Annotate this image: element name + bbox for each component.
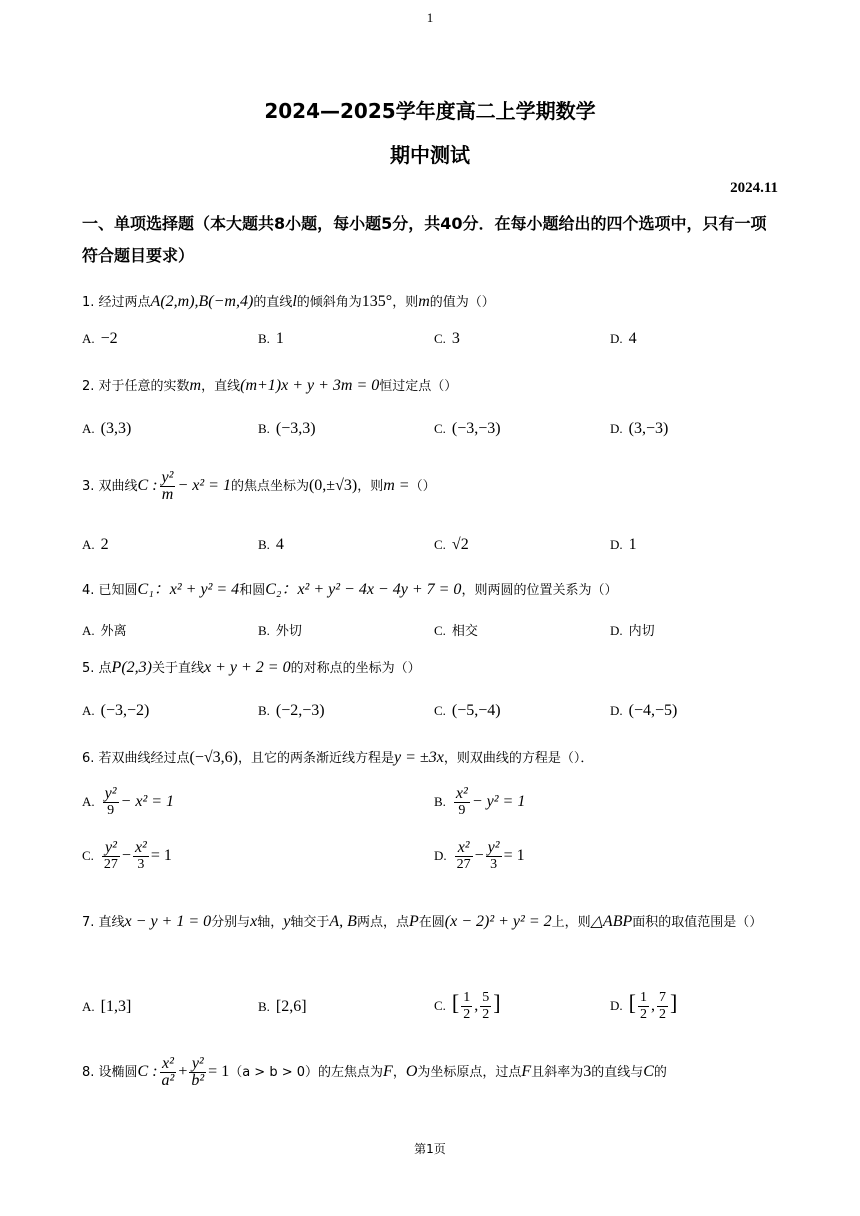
q6-point: (−√3,6) bbox=[189, 749, 239, 766]
q3-option-c: C. √2 bbox=[434, 536, 469, 553]
q5-option-d: D. (−4,−5) bbox=[610, 702, 678, 719]
q7-option-a: A. [1,3] bbox=[82, 998, 132, 1015]
question-4 bbox=[82, 576, 782, 605]
q1-var-m: m bbox=[418, 293, 430, 310]
q4-option-a: A. 外离 bbox=[82, 623, 127, 639]
question-2 bbox=[82, 372, 782, 401]
q5-text-3: 的对称点的坐标为（） bbox=[290, 661, 421, 676]
q1-line-l: l bbox=[292, 293, 297, 310]
q4-option-c: C. 相交 bbox=[434, 623, 478, 639]
q2-text: 2. 对于任意的实数 bbox=[82, 379, 190, 394]
q6-options-row1 bbox=[82, 786, 782, 822]
q3-ask: m = bbox=[383, 477, 410, 494]
page-footer: 第1页 bbox=[414, 1142, 446, 1156]
q5-option-b: B. (−2,−3) bbox=[258, 702, 325, 719]
q4-text: 4. 已知圆 bbox=[82, 583, 138, 598]
q6-text: 6. 若双曲线经过点 bbox=[82, 751, 190, 766]
q4-text-3: ，则两圆的位置关系为（） bbox=[461, 583, 618, 598]
q1-text: 1. 经过两点 bbox=[82, 295, 151, 310]
q5-text-2: 关于直线 bbox=[151, 661, 204, 676]
page-number-top: 1 bbox=[426, 10, 434, 25]
q1-text-2: 的直线 bbox=[253, 295, 293, 310]
q3-eq-tail: − x² = 1 bbox=[177, 477, 231, 494]
question-6 bbox=[82, 744, 782, 773]
q6-option-b: B. $\frac{\text{x²}}{9}$ − y² = 1 bbox=[434, 785, 526, 818]
q5-text: 5. 点 bbox=[82, 661, 112, 676]
q6-text-3: ，则双曲线的方程是（）． bbox=[443, 751, 594, 766]
q2-option-b: B. (−3,3) bbox=[258, 420, 316, 437]
q4-option-b: B. 外切 bbox=[258, 623, 302, 639]
exam-subtitle: 期中测试 bbox=[390, 143, 470, 167]
q3-var-c: C : bbox=[137, 477, 158, 494]
q2-line-eq: (m+1)x + y + 3m = 0 bbox=[240, 377, 380, 394]
q3-text: 3. 双曲线 bbox=[82, 479, 138, 494]
q5-line-eq: x + y + 2 = 0 bbox=[204, 659, 291, 676]
q3-option-b: B. 4 bbox=[258, 536, 284, 553]
q1-text-4: ，则 bbox=[392, 295, 419, 310]
q1-text-3: 的倾斜角为 bbox=[296, 295, 362, 310]
section-heading: 一、单项选择题（本大题共8小题，每小题5分，共40分．在每小题给出的四个选项中，只有一项符合题目要求） bbox=[82, 214, 767, 265]
q3-focus: (0,±√3) bbox=[308, 477, 358, 494]
q3-option-a: A. 2 bbox=[82, 536, 109, 553]
q3-option-d: D. 1 bbox=[610, 536, 637, 553]
q5-option-c: C. (−5,−4) bbox=[434, 702, 501, 719]
q6-option-c: C. $\frac{\text{y²}}{27}$ − $\frac{\text{x²}}{3}$ = 1 bbox=[82, 839, 172, 872]
q7-option-d: D. [ $\frac{1}{2}$ , $\frac{7}{2}$ ] bbox=[610, 990, 678, 1022]
q1-option-b: B. 1 bbox=[258, 330, 284, 347]
q4-c2-eq: ：x² + y² − 4x − 4y + 7 = 0 bbox=[281, 581, 462, 598]
q4-c1-eq: ：x² + y² = 4 bbox=[153, 581, 240, 598]
q4-c1: C₁ bbox=[137, 581, 154, 598]
q6-text-2: ，且它的两条渐近线方程是 bbox=[238, 751, 395, 766]
q1-option-a: A. −2 bbox=[82, 330, 118, 347]
q6-option-d: D. $\frac{\text{x²}}{27}$ − $\frac{\text{y²}}{3}$ = 1 bbox=[434, 839, 525, 872]
exam-date: 2024.11 bbox=[730, 180, 778, 196]
q2-option-d: D. (3,−3) bbox=[610, 420, 669, 437]
q7-option-c: C. [ $\frac{1}{2}$ , $\frac{5}{2}$ ] bbox=[434, 990, 501, 1022]
q5-option-a: A. (−3,−2) bbox=[82, 702, 150, 719]
q3-text-3: ，则 bbox=[357, 479, 384, 494]
q7-options bbox=[82, 990, 782, 1030]
q4-text-2: 和圆 bbox=[239, 583, 266, 598]
q1-text-5: 的值为（） bbox=[429, 295, 495, 310]
q2-text-3: 恒过定点（） bbox=[379, 379, 458, 394]
q3-fraction: $\frac{\text{y²}}{m}$ bbox=[161, 469, 174, 503]
q6-options-row2 bbox=[82, 840, 782, 880]
q1-angle: 135° bbox=[361, 293, 393, 310]
question-5 bbox=[82, 654, 782, 683]
question-7: 7. 直线x − y + 1 = 0分别与x轴，y轴交于A, B两点，点P在圆(x − 2)² + y² = 2上，则△ABP面积的取值范围是（） bbox=[82, 913, 763, 930]
exam-title: 2024—2025学年度高二上学期数学 bbox=[264, 99, 596, 123]
q3-text-4: （） bbox=[409, 479, 436, 494]
q3-text-2: 的焦点坐标为 bbox=[230, 479, 309, 494]
q2-option-c: C. (−3,−3) bbox=[434, 420, 501, 437]
q7-option-b: B. [2,6] bbox=[258, 998, 307, 1015]
q1-option-c: C. 3 bbox=[434, 330, 460, 347]
question-8: 8. 设椭圆C : $\frac{\text{x²}}{\text{a²}}$ + $\frac{\text{y²}}{\text{b²}}$ = 1（a > b > 0）的左焦点为F，O为坐标原点，过点F且斜率为3的直线与C的 bbox=[82, 1055, 667, 1089]
q6-option-a: A. $\frac{\text{y²}}{9}$ − x² = 1 bbox=[82, 785, 175, 818]
q2-var-m: m bbox=[189, 377, 202, 394]
q1-points: A(2,m),B(−m,4) bbox=[150, 293, 254, 310]
q5-point-p: P(2,3) bbox=[111, 659, 152, 676]
q1-option-d: D. 4 bbox=[610, 330, 637, 347]
question-1 bbox=[82, 288, 782, 317]
q2-text-2: ，直线 bbox=[201, 379, 241, 394]
q4-c2: C₂ bbox=[265, 581, 282, 598]
q6-asymptote: y = ±3x bbox=[394, 749, 444, 766]
question-3 bbox=[82, 470, 782, 503]
q4-option-d: D. 内切 bbox=[610, 623, 655, 639]
q2-option-a: A. (3,3) bbox=[82, 420, 132, 437]
